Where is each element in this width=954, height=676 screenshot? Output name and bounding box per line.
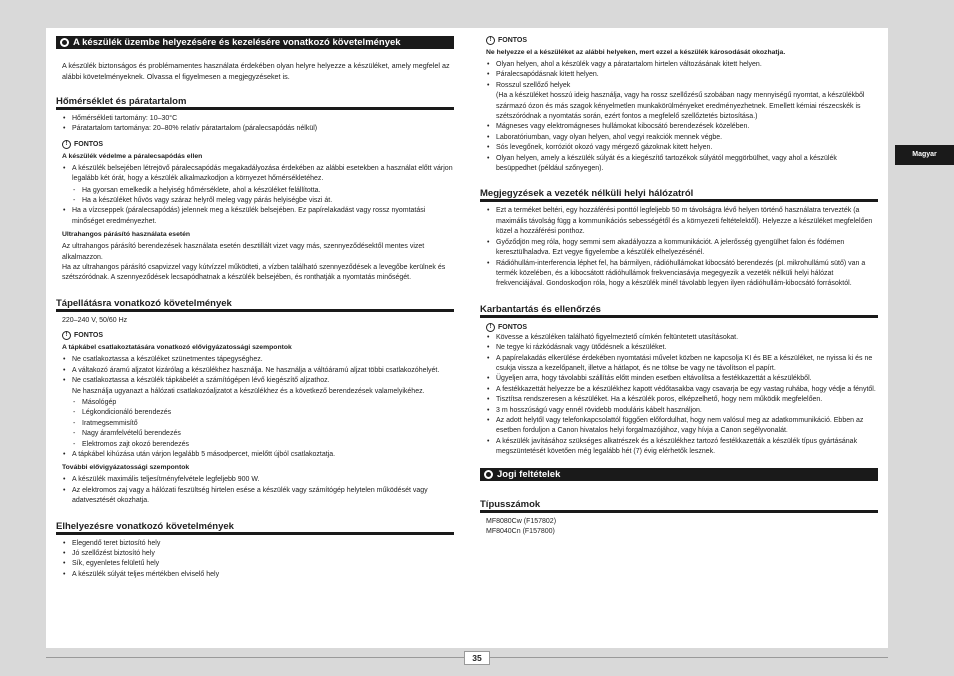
list-item: • A váltakozó áramú aljzatot kizárólag a készülékhez használja. Ne használja a váltóáramú aljzat többi csatlakozóhelyét. bbox=[62, 366, 454, 376]
list-item: • 3 m hosszúságú vagy ennél rövidebb moduláris kábelt használjon. bbox=[486, 406, 878, 416]
subheading: A készülék védelme a páralecsapódás ellen bbox=[62, 152, 203, 160]
list-item: • Az adott helytől vagy telefonkapcsolattól függően előfordulhat, hogy nem valósul meg az adatkommunikáció. Ebben az esetben forduljon a Canon hivatalos helyi forgalmazójához, vagy hívja a Canon segélyvonalát. bbox=[486, 416, 878, 437]
banner-title: A készülék üzembe helyezésére és kezelésére vonatkozó követelmények bbox=[73, 37, 401, 48]
subheading: Ne helyezze el a készüléket az alábbi helyeken, mert ezzel a készülék károsodását okozhatja. bbox=[486, 49, 786, 56]
condensation-list bbox=[62, 164, 454, 227]
list-item: • Ha a vízcseppek (páralecsapódás) jelennek meg a készülék belsejében. Ez papírelakadást vagy rossz nyomtatási minőséget eredményezhet. bbox=[62, 206, 454, 227]
list-item: • Sík, egyenletes felületű hely bbox=[62, 559, 454, 569]
banner-title: Jogi feltételek bbox=[497, 468, 561, 480]
maintenance-list bbox=[486, 333, 878, 458]
list-item: • Ne csatlakoztassa a készülék tápkábelét a számítógépen lévő kiegészítő aljzathoz. Ne használja ugyanazt a hálózati csatlakozóaljzatot a készülékhez és a következő berendezések valamelyikéhez. - Másológép - Légkondicionáló berendezés - Iratmegsemmisítő - Nagy áramfelvételű berendezés - Elektromos zajt okozó berendezés bbox=[62, 376, 454, 450]
list-item: • Páralecsapódásnak kitett helyen. bbox=[486, 70, 878, 80]
heading-models: Típusszámok bbox=[480, 499, 878, 513]
heading-temperature: Hőmérséklet és páratartalom bbox=[56, 96, 454, 110]
page-number: 35 bbox=[464, 651, 490, 665]
banner-icon bbox=[60, 38, 69, 47]
dash-item: - Nagy áramfelvételű berendezés bbox=[72, 429, 454, 439]
important-note: ! FONTOS bbox=[486, 323, 878, 332]
list-item: • Ne csatlakoztassa a készüléket szünetmentes tápegységhez. bbox=[62, 355, 454, 365]
dash-item: - Ha a készüléket hűvös vagy száraz helyről meleg vagy párás helyiségbe viszi át. bbox=[72, 196, 454, 206]
list-item: • A papírelakadás elkerülése érdekében nyomtatási művelet közben ne kapcsolja KI és BE a készüléket, ne nyissa ki és ne csukja vissza a kezelőpanelt, illetve a hátlapot, és ne töltse be vagy ne távolítson el papírt. bbox=[486, 354, 878, 375]
list-item: • Mágneses vagy elektromágneses hullámokat kibocsátó berendezések közelében. bbox=[486, 122, 878, 132]
dash-item: - Légkondicionáló berendezés bbox=[72, 408, 454, 418]
dash-item: - Iratmegsemmisítő bbox=[72, 419, 454, 429]
list-item: • Győződjön meg róla, hogy semmi sem akadályozza a kommunikációt. A jelerősség gyengülhet falon és födémen keresztülhaladva. Ezt vegye figyelembe a készülék elhelyezésénél. bbox=[486, 238, 878, 259]
important-note: ! FONTOS bbox=[486, 36, 878, 45]
left-column bbox=[56, 36, 454, 580]
list-item: • Az elektromos zaj vagy a hálózati feszültség hirtelen esése a készülék vagy számítógép helytelen működését vagy adatvesztését okozhatja. bbox=[62, 486, 454, 507]
important-note: ! FONTOS bbox=[62, 140, 454, 149]
avoid-list bbox=[486, 60, 878, 174]
list-item: • A készülék súlyát teljes mértékben elviselő hely bbox=[62, 570, 454, 580]
list-item: • Kövesse a készüléken található figyelmeztető címkén feltüntetett utasításokat. bbox=[486, 333, 878, 343]
intro-text: A készülék biztonságos és problémamentes használata érdekében olyan helyre helyezze a készüléket, amely megfelel az alábbi követelményeknek. Olvassa el figyelmesen a megjegyzéseket is. bbox=[62, 61, 450, 81]
language-tab[interactable]: Magyar bbox=[895, 145, 954, 165]
list-item: • A tápkábel kihúzása után várjon legalább 5 másodpercet, mielőtt újból csatlakoztatja. bbox=[62, 450, 454, 460]
list-item: • A készülék maximális teljesítményfelvétele legfeljebb 900 W. bbox=[62, 475, 454, 485]
legal-banner bbox=[480, 468, 878, 481]
dash-item: - Másológép bbox=[72, 398, 454, 408]
list-item: • Olyan helyen, amely a készülék súlyát és a kiegészítő tartozékok súlyától meggörbülhet, vagy ahol a készülék besüppedhet (például szőnyegen). bbox=[486, 154, 878, 175]
humidifier-text: Az ultrahangos párásító berendezések használata esetén desztillált vizet vagy más, szennyeződésektől mentes vizet alkalmazzon. Ha az ultrahangos párásító csapvizzel vagy kútvízzel működteti, a vízben található szennyeződések a levegőbe kerülnek és szétszóródnak. A szennyeződések lecsapódhatnak a készülék belsejében, és ronthatják a nyomtatás minőségét. bbox=[62, 243, 446, 282]
dash-item: - Ha gyorsan emelkedik a helyiség hőmérséklete, ahol a készüléket felállította. bbox=[72, 186, 454, 196]
list-item: • Ezt a terméket beltéri, egy hozzáférési ponttól legfeljebb 50 m távolságra lévő helyen történő használatra tervezték (a maximális távolság függ a kommunikációs sebességétől és a környezeti feltételektől). Helyezze a készüléket megfelelően közel a hozzáférési ponthoz. bbox=[486, 206, 878, 237]
important-icon: ! bbox=[62, 331, 71, 340]
important-icon: ! bbox=[62, 140, 71, 149]
right-column bbox=[480, 36, 878, 537]
list-item: • Laboratóriumban, vagy olyan helyen, ahol vegyi reakciók mennek végbe. bbox=[486, 133, 878, 143]
list-item: • Ne tegye ki rázkódásnak vagy ütődésnek a készüléket. bbox=[486, 343, 878, 353]
heading-power: Tápellátásra vonatkozó követelmények bbox=[56, 298, 454, 312]
list-item: • Hőmérsékleti tartomány: 10–30°C bbox=[62, 114, 454, 124]
temperature-list bbox=[62, 114, 454, 135]
model-number: MF8040Cn (F157800) bbox=[486, 528, 555, 535]
list-item: • Olyan helyen, ahol a készülék vagy a páratartalom hirtelen változásának kitett helyen. bbox=[486, 60, 878, 70]
list-item: • A készülék belsejében létrejövő páralecsapódás megakadályozása érdekében az alábbi esetekben a használat előtt várjon legalább két órát, hogy a készülék alkalmazkodjon a környezet hőmérsékletéhez. - Ha gyorsan emelkedik a helyiség hőmérséklete, ahol a készüléket felállította. - Ha a készüléket hűvös vagy száraz helyről meleg vagy párás helyiségbe viszi át. bbox=[62, 164, 454, 207]
list-item: • Rádióhullám-interferencia léphet fel, ha bármilyen, rádióhullámokat kibocsátó berendezés (pl. mikrohullámú sütő) van a termék közelében, és a kibocsátott rádióhullámok frekvenciasávja megegyezik a vezeték nélküli helyi hálózat frekvenciájával. Gondoskodjon róla, hogy a készülék minél távolabb legyen ilyen rádióhullám-kibocsátó forrásoktól. bbox=[486, 259, 878, 290]
list-item: • Jó szellőzést biztosító hely bbox=[62, 549, 454, 559]
important-icon: ! bbox=[486, 323, 495, 332]
subheading: Ultrahangos párásító használata esetén bbox=[62, 231, 191, 239]
dash-item: - Elektromos zajt okozó berendezés bbox=[72, 440, 454, 450]
list-item: • Elegendő teret biztosító hely bbox=[62, 539, 454, 549]
important-icon: ! bbox=[486, 36, 495, 45]
list-item: • Rosszul szellőző helyek (Ha a készüléket hosszú ideig használja, vagy ha rossz szellőzésű szobában nagy mennyiségű nyomtat, a készülékből származó ózon és más szagok kényelmetlen munkakörülményeket eredményezhetnek. Emellett kémiai részecskék is szétszóródnak a nyomtatás során, ezért fontos a megfelelő szellőztetés biztosítása.) bbox=[486, 81, 878, 123]
subheading: A tápkábel csatlakoztatására vonatkozó elővigyázatossági szempontok bbox=[62, 344, 292, 352]
banner-icon bbox=[484, 470, 493, 479]
model-number: MF8080Cw (F157802) bbox=[486, 517, 557, 525]
list-item: • Tisztítsa rendszeresen a készüléket. Ha a készülék poros, elképzelhető, hogy nem működik megfelelően. bbox=[486, 395, 878, 405]
heading-maintenance: Karbantartás és ellenőrzés bbox=[480, 304, 878, 318]
voltage-text: 220–240 V, 50/60 Hz bbox=[62, 316, 128, 324]
list-item: • Páratartalom tartománya: 20–80% relatív páratartalom (páralecsapódás nélkül) bbox=[62, 124, 454, 134]
section-banner bbox=[56, 36, 454, 49]
list-item: • A festékkazettát helyezze be a készülékhez kapott védőtasakba vagy csavarja be egy vastag ruhába, hogy védje a fénytől. bbox=[486, 385, 878, 395]
page bbox=[46, 28, 888, 648]
important-note: ! FONTOS bbox=[62, 331, 454, 340]
power-list bbox=[62, 355, 454, 460]
subheading: További elővigyázatossági szempontok bbox=[62, 464, 190, 472]
list-item: • Ügyeljen arra, hogy távolabbi szállítás előtt minden esetben eltávolítsa a festékkazettát a készülékből. bbox=[486, 374, 878, 384]
heading-placement: Elhelyezésre vonatkozó követelmények bbox=[56, 521, 454, 535]
wireless-list bbox=[486, 206, 878, 289]
list-item: • A készülék javításához szükséges alkatrészek és a készülékhez tartozó festékkazetták a készülék típus gyártásának megszüntetését követően még legalább hét (7) évig elérhetők lesznek. bbox=[486, 437, 878, 458]
list-item: • Sós levegőnek, korróziót okozó vagy mérgező gázoknak kitett helyen. bbox=[486, 143, 878, 153]
heading-wireless: Megjegyzések a vezeték nélküli helyi hálózatról bbox=[480, 188, 878, 202]
placement-list bbox=[62, 539, 454, 581]
power-list-2 bbox=[62, 475, 454, 506]
